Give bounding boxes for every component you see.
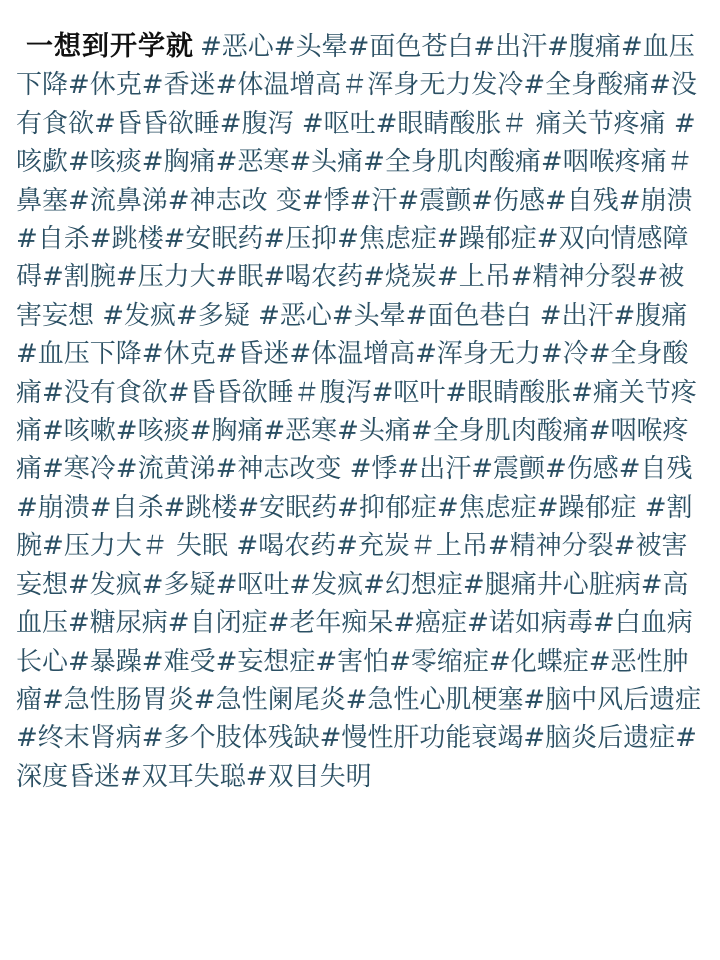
- post-headline: 一想到开学就: [26, 31, 194, 62]
- post-body: [16, 28, 706, 796]
- hashtag-list: #恶心#头晕#面色苍白#出汗#腹痛#血压下降#休克#香迷#体温增高＃浑身无力发冷#全身酸痛#没有食欲#昏昏欲睡#腹泻 #呕吐#眼睛酸胀＃ 痛关节疼痛 #咳歔#咳痰#胸痛#恶寒#头痛#全身肌肉酸痛#咽喉疼痛＃鼻塞#流鼻涕#神志改 变#悸#汗#震颤#伤感#自残#崩溃#自杀#跳楼#安眠药#压抑#焦虑症#躁郁症#双向情感障碍#割腕#压力大#眠#喝农药#烧炭#上吊#精神分裂#被害妄想 #发疯#多疑 #恶心#头晕#面色巷白 #出汗#腹痛#血压下降#休克#昏迷#体温增高#浑身无力#冷#全身酸痛#没有食欲#昏昏欲睡＃腹泻#呕叶#眼睛酸胀#痛关节疼痛#咳嗽#咳痰#胸痛#恶寒#头痛#全身肌肉酸痛#咽喉疼痛#寒冷#流黄涕#神志改变 #悸#出汗#震颤#伤感#自残#崩溃#自杀#跳楼#安眠药#抑郁症#焦虑症#躁郁症 #割腕#压力大＃ 失眠 #喝农药#充炭＃上吊#精神分裂#被害妄想#发疯#多疑#呕吐#发疯#幻想症#腿痛井心脏病#高血压#糖尿病#自闭症#老年痴呆#癌症#诺如病毒#白血病长心#暴躁#难受#妄想症#害怕#零缩症#化蝶症#恶性肿瘤#急性肠胃炎#急性阑尾炎#急性心肌梗塞#脑中风后遗症#终末肾病#多个肢体残缺#慢性肝功能衰竭#脑炎后遗症#深度昏迷#双耳失聪#双目失明: [16, 32, 702, 792]
